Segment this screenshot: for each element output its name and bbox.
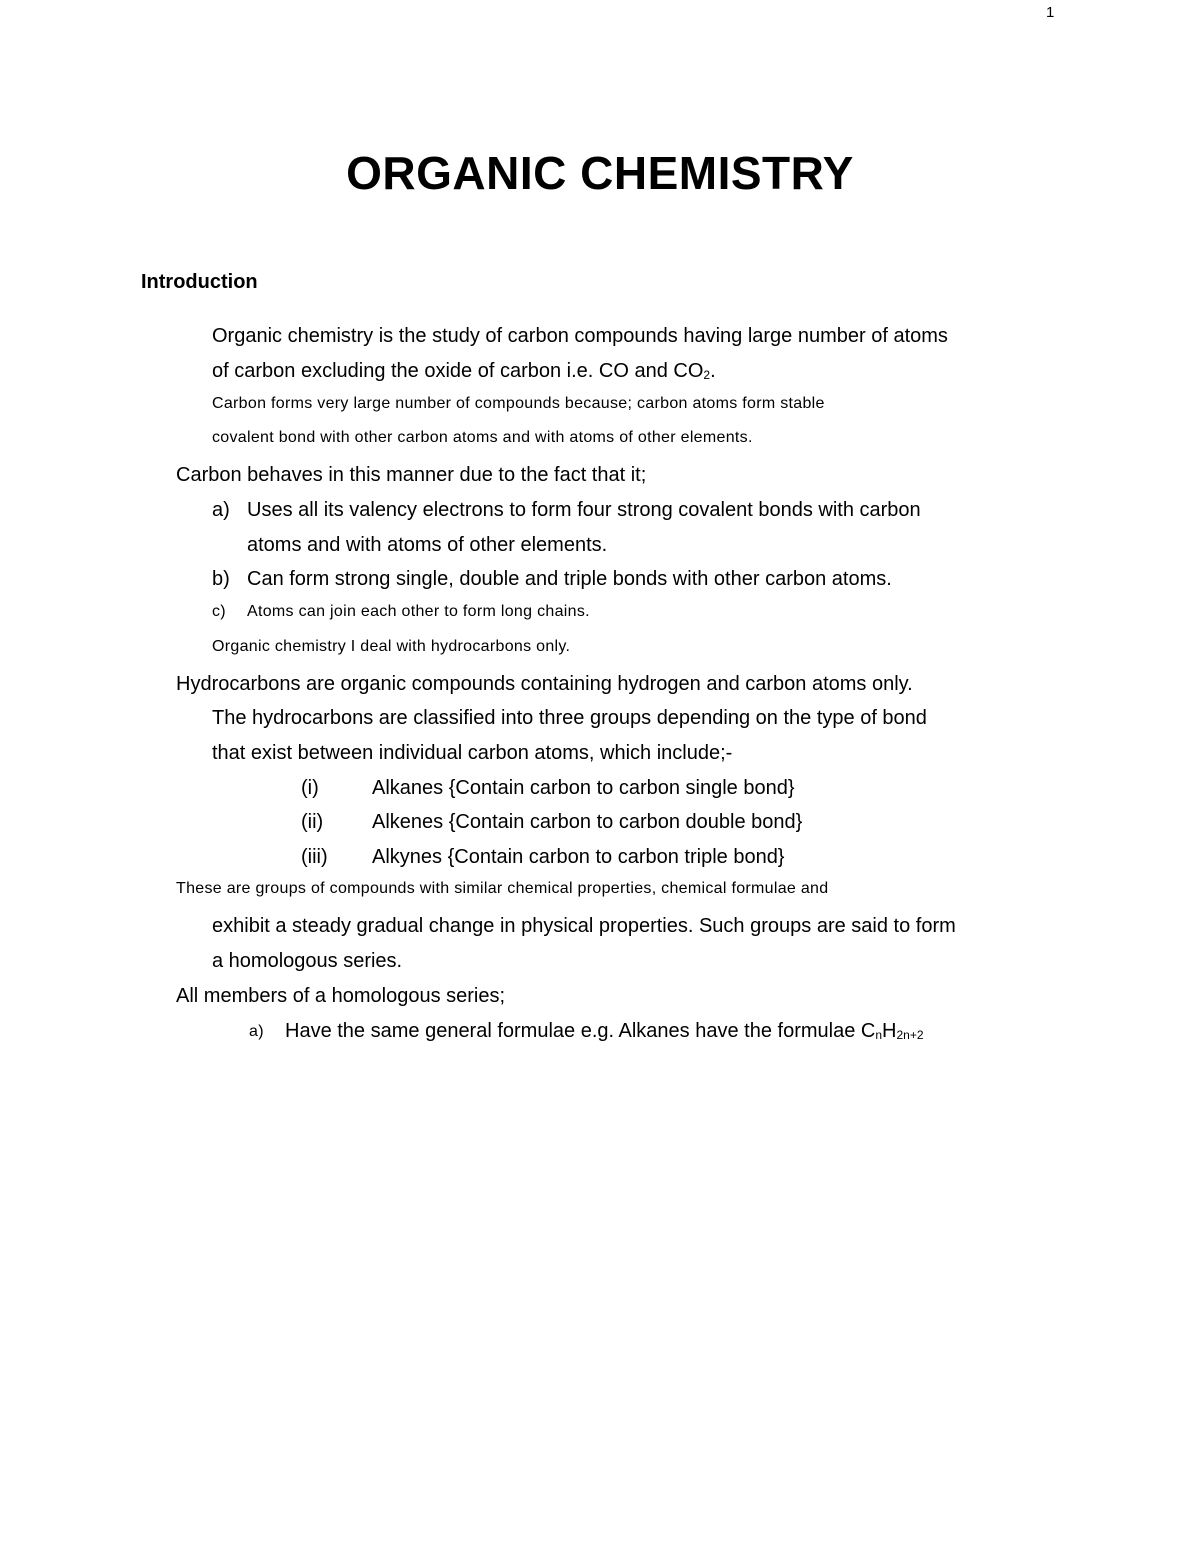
homologous-line-2: exhibit a steady gradual change in physical properties. Such groups are said to form [212, 915, 956, 937]
formula-hydrogen: H [882, 1020, 897, 1042]
reason-text-a-line-1: Uses all its valency electrons to form four strong covalent bonds with carbon [247, 499, 921, 521]
reason-label-a: a) [212, 499, 230, 521]
reasons-intro: Carbon behaves in this manner due to the fact that it; [176, 464, 647, 486]
hydrocarbons-note: Organic chemistry I deal with hydrocarbons only. [212, 638, 571, 655]
formula-subscript-2n2: 2n+2 [896, 1027, 924, 1042]
member-label-a: a) [249, 1023, 264, 1040]
members-intro: All members of a homologous series; [176, 985, 506, 1007]
section-heading-introduction: Introduction [141, 271, 258, 293]
reason-text-a-line-2: atoms and with atoms of other elements. [247, 534, 608, 556]
carbon-compounds-line-1: Carbon forms very large number of compounds because; carbon atoms form stable [212, 395, 825, 412]
reason-text-b: Can form strong single, double and triple bonds with other carbon atoms. [247, 568, 892, 590]
classification-line-2: that exist between individual carbon atoms, which include;- [212, 742, 733, 764]
homologous-line-1: These are groups of compounds with similar chemical properties, chemical formulae and [176, 880, 829, 897]
reason-text-c: Atoms can join each other to form long chains. [247, 603, 590, 620]
hydrocarbons-definition: Hydrocarbons are organic compounds containing hydrogen and carbon atoms only. [176, 673, 913, 695]
homologous-line-3: a homologous series. [212, 950, 403, 972]
intro-paragraph-line-1: Organic chemistry is the study of carbon compounds having large number of atoms [212, 325, 948, 347]
classification-line-1: The hydrocarbons are classified into three groups depending on the type of bond [212, 707, 927, 729]
co2-subscript: 2 [703, 367, 711, 382]
intro-paragraph-line-2-text: of carbon excluding the oxide of carbon i.e. CO and CO [212, 360, 704, 382]
page-number: 1 [1046, 4, 1055, 21]
member-text-a [285, 1021, 924, 1041]
group-label-ii: (ii) [301, 811, 324, 833]
group-label-iii: (iii) [301, 846, 328, 868]
document-title: ORGANIC CHEMISTRY [346, 147, 854, 199]
group-label-i: (i) [301, 777, 319, 799]
group-text-alkanes: Alkanes {Contain carbon to carbon single bond} [372, 777, 795, 799]
group-text-alkenes: Alkenes {Contain carbon to carbon double bond} [372, 811, 803, 833]
carbon-compounds-line-2: covalent bond with other carbon atoms and with atoms of other elements. [212, 429, 753, 446]
member-text-a-body: Have the same general formulae e.g. Alkanes have the formulae C [285, 1020, 876, 1042]
intro-paragraph-line-2 [212, 361, 716, 381]
reason-label-c: c) [212, 603, 226, 620]
reason-label-b: b) [212, 568, 230, 590]
formula-subscript-n: n [875, 1027, 883, 1042]
group-text-alkynes: Alkynes {Contain carbon to carbon triple bond} [372, 846, 785, 868]
intro-paragraph-line-2-end: . [710, 360, 716, 382]
